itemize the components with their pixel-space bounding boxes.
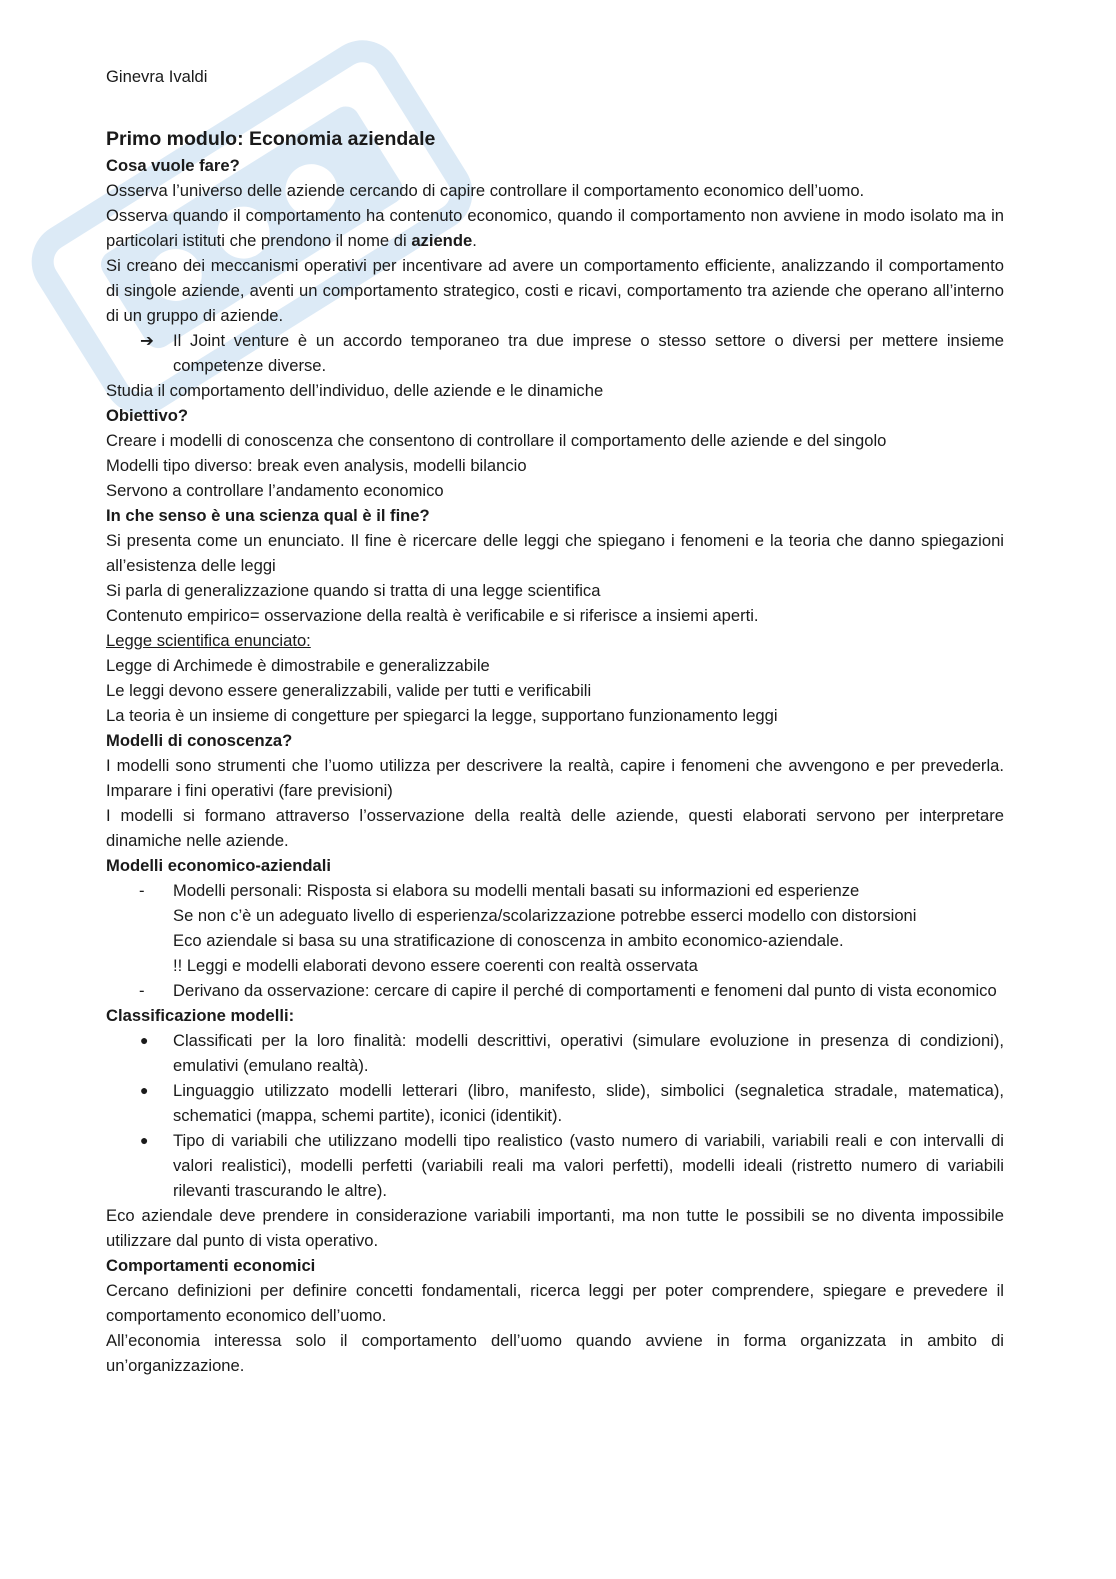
paragraph: Si presenta come un enunciato. Il fine è ricercare delle leggi che spiegano i fenomeni e la teoria che danno spiegazioni all’esistenza delle leggi xyxy=(106,531,1004,575)
paragraph: Modelli tipo diverso: break even analysis, modelli bilancio xyxy=(106,456,527,475)
document-page xyxy=(106,64,1004,1378)
bullet-list xyxy=(106,1028,1004,1203)
heading-modelli-economico-aziendali: Modelli economico-aziendali xyxy=(106,856,331,875)
paragraph: Contenuto empirico= osservazione della realtà è verificabile e si riferisce a insiemi aperti. xyxy=(106,606,759,625)
heading-obiettivo: Obiettivo? xyxy=(106,406,189,425)
list-item: ● Linguaggio utilizzato modelli letterari (libro, manifesto, slide), simbolici (segnaletica stradale, matematica), schematici (mappa, schemi partite), iconici (identikit). xyxy=(106,1078,1004,1128)
heading-cosa-vuole-fare: Cosa vuole fare? xyxy=(106,156,240,175)
paragraph: Cercano definizioni per definire concetti fondamentali, ricerca leggi per poter comprendere, spiegare e prevedere il comportamento economico dell’uomo. xyxy=(106,1281,1004,1325)
underlined-subheading: Legge scientifica enunciato: xyxy=(106,631,311,650)
dash-marker: - xyxy=(139,881,145,900)
heading-comportamenti-economici: Comportamenti economici xyxy=(106,1256,316,1275)
paragraph: Eco aziendale deve prendere in considerazione variabili importanti, ma non tutte le possibili se no diventa impossibile utilizzare dal punto di vista operativo. xyxy=(106,1206,1004,1250)
list-item: - Modelli personali: Risposta si elabora su modelli mentali basati su informazioni ed esperienze Se non c’è un adeguato livello di esperienza/scolarizzazione potrebbe esserci modello con distorsioni Eco aziendale si basa su una stratificazione di conoscenza in ambito economico-aziendale. !! Leggi e modelli elaborati devono essere coerenti con realtà osservata xyxy=(106,878,1004,978)
paragraph: I modelli sono strumenti che l’uomo utilizza per descrivere la realtà, capire i fenomeni che avvengono e per prevederla. Imparare i fini operativi (fare previsioni) xyxy=(106,756,1004,800)
paragraph: Creare i modelli di conoscenza che consentono di controllare il comportamento delle aziende e del singolo xyxy=(106,431,887,450)
bold-term: aziende xyxy=(411,231,473,250)
paragraph: La teoria è un insieme di congetture per spiegarci la legge, supportano funzionamento leggi xyxy=(106,706,778,725)
bullet-icon: ● xyxy=(140,1032,149,1048)
author-name: Ginevra Ivaldi xyxy=(106,67,208,86)
heading-scienza: In che senso è una scienza qual è il fine? xyxy=(106,506,430,525)
paragraph: Servono a controllare l’andamento economico xyxy=(106,481,444,500)
heading-modelli-conoscenza: Modelli di conoscenza? xyxy=(106,731,293,750)
bullet-icon: ● xyxy=(140,1132,149,1148)
paragraph: I modelli si formano attraverso l’osservazione della realtà delle aziende, questi elaborati servono per interpretare dinamiche nelle aziende. xyxy=(106,806,1004,850)
document-title: Primo modulo: Economia aziendale xyxy=(106,128,436,150)
paragraph: Legge di Archimede è dimostrabile e generalizzabile xyxy=(106,656,490,675)
paragraph: Studia il comportamento dell’individuo, delle aziende e le dinamiche xyxy=(106,381,604,400)
list-item: - Derivano da osservazione: cercare di capire il perché di comportamenti e fenomeni dal punto di vista economico xyxy=(106,978,1004,1003)
dash-list xyxy=(106,878,1004,1003)
paragraph: Osserva l’universo delle aziende cercando di capire controllare il comportamento economico dell’uomo. xyxy=(106,181,865,200)
list-item: ● Classificati per la loro finalità: modelli descrittivi, operativi (simulare evoluzione in presenza di condizioni), emulativi (emulano realtà). xyxy=(106,1028,1004,1078)
bullet-icon: ● xyxy=(140,1082,149,1098)
paragraph: Si creano dei meccanismi operativi per incentivare ad avere un comportamento efficiente, analizzando il comportamento di singole aziende, aventi un comportamento strategico, costi e ricavi, comportamento tra aziende che operano all’interno di un gruppo di aziende. xyxy=(106,256,1004,325)
arrow-list xyxy=(106,328,1004,378)
paragraph: Osserva quando il comportamento ha contenuto economico, quando il comportamento non avviene in modo isolato ma in particolari istituti che prendono il nome di aziende. xyxy=(106,206,1004,250)
paragraph: Si parla di generalizzazione quando si tratta di una legge scientifica xyxy=(106,581,601,600)
heading-classificazione-modelli: Classificazione modelli: xyxy=(106,1006,295,1025)
list-item: ➔ Il Joint venture è un accordo temporaneo tra due imprese o stesso settore o diversi per mettere insieme competenze diverse. xyxy=(106,328,1004,378)
list-item: ● Tipo di variabili che utilizzano modelli tipo realistico (vasto numero di variabili, variabili reali e con intervalli di valori realistici), modelli perfetti (variabili reali ma valori perfetti), modelli ideali (ristretto numero di variabili rilevanti trascurando le altre). xyxy=(106,1128,1004,1203)
paragraph: All’economia interessa solo il comportamento dell’uomo quando avviene in forma organizzata in ambito di un’organizzazione. xyxy=(106,1331,1004,1375)
paragraph: Le leggi devono essere generalizzabili, valide per tutti e verificabili xyxy=(106,681,592,700)
arrow-icon: ➔ xyxy=(140,331,154,350)
dash-marker: - xyxy=(139,981,145,1000)
